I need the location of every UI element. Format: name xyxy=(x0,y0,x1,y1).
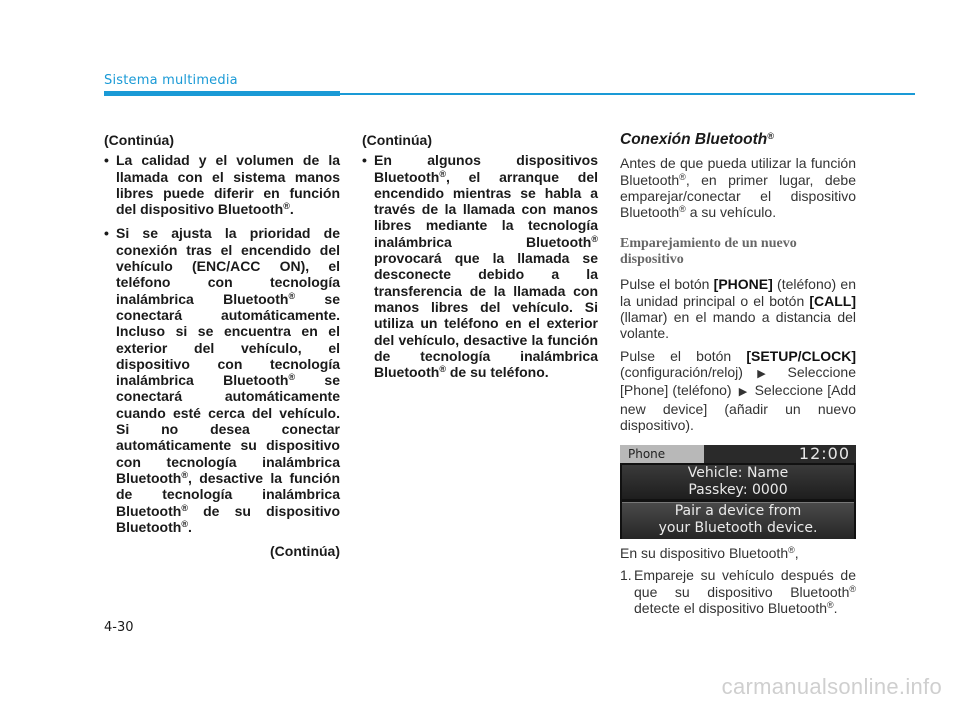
header-rule-thick xyxy=(104,91,340,96)
bullet-list xyxy=(104,152,340,535)
bullet-icon: • xyxy=(104,225,109,242)
instruction-paragraph: Pulse el botón [SETUP/CLOCK] (configuración/reloj) ▶ Seleccione [Phone] (teléfono) ▶ Seleccione [Add new device] (añadir un nuevo dispositivo). xyxy=(620,347,856,433)
column-right xyxy=(620,132,856,616)
list-item: • Si se ajusta la prioridad de conexión tras el encendido del vehículo (ENC/ACC ON), el teléfono con tecnología inalámbrica Bluetooth® se conectará automáticamente. Incluso si se encuentra en el exterior del vehículo, el dispositivo con tecnología inalámbrica Bluetooth® se conectará automáticamente cuando esté cerca del vehículo. Si no desea conectar automáticamente su dispositivo con tecnología inalámbrica Bluetooth®, desactive la función de tecnología inalámbrica Bluetooth® de su dispositivo Bluetooth®. xyxy=(104,225,340,535)
numbered-step: 1. Empareje su vehículo después de que su dispositivo Bluetooth® detecte el dispositivo Bluetooth®. xyxy=(620,567,856,617)
registered-mark: ® xyxy=(283,201,290,212)
watermark: carmanualsonline.info xyxy=(721,674,942,699)
phone-screen-image xyxy=(620,445,856,539)
list-item: • En algunos dispositivos Bluetooth®, el arranque del encendido mientras se habla a través de la llamada con manos libres mediante la tecnología inalámbrica Bluetooth® provocará que la llamada se desconecte debido a la transferencia de la llamada con manos libres del vehículo. Si utiliza un teléfono en el exterior del vehículo, desactive la función de tecnología inalámbrica Bluetooth® de su teléfono. xyxy=(362,152,598,381)
intro-paragraph: Antes de que pueda utilizar la función Bluetooth®, en primer lugar, debe emparejar/conectar el dispositivo Bluetooth® a su vehículo. xyxy=(620,155,856,221)
screen-message-line: your Bluetooth device. xyxy=(658,520,818,537)
section-heading: Conexión Bluetooth® xyxy=(620,131,774,148)
instruction-paragraph: Pulse el botón [PHONE] (teléfono) en la unidad principal o el botón [CALL] (llamar) en el mando a distancia del volante. xyxy=(620,276,856,342)
bullet-list xyxy=(362,152,598,380)
device-paragraph: En su dispositivo Bluetooth®, xyxy=(620,545,799,562)
column-left xyxy=(104,132,340,559)
arrow-right-icon: ▶ xyxy=(757,367,774,380)
arrow-right-icon: ▶ xyxy=(738,386,748,399)
screen-phone-tab: Phone xyxy=(620,445,704,463)
continued-heading: (Continúa) xyxy=(362,132,432,148)
bullet-icon: • xyxy=(104,152,109,169)
bullet-icon: • xyxy=(362,152,367,169)
section-title: Sistema multimedia xyxy=(104,73,238,88)
screen-passkey: Passkey: 0000 xyxy=(688,482,788,499)
continued-footer: (Continúa) xyxy=(270,543,340,560)
step-number: 1. xyxy=(620,567,632,584)
screen-message-line: Pair a device from xyxy=(674,503,802,520)
column-middle xyxy=(362,132,598,388)
screen-vehicle-name: Vehicle: Name xyxy=(687,465,789,482)
subsection-heading: Emparejamiento de un nuevo dispositivo xyxy=(620,236,797,268)
list-item: • La calidad y el volumen de la llamada con el sistema manos libres puede diferir en función del dispositivo Bluetooth®. xyxy=(104,152,340,218)
screen-clock: 12:00 xyxy=(798,444,850,464)
continued-heading: (Continúa) xyxy=(104,132,174,148)
page-number: 4-30 xyxy=(104,620,134,635)
header-rule-thin xyxy=(340,93,915,95)
